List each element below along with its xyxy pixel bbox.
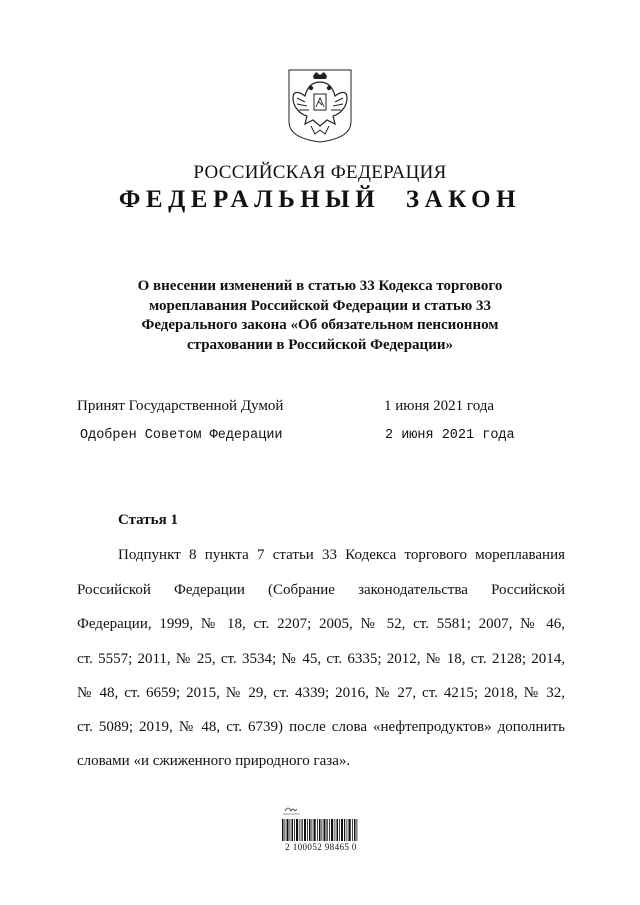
- signature-mark: [285, 808, 297, 811]
- article-text-line: Российской Федерации (Собрание законодательства Российской: [77, 582, 565, 598]
- article-text-line: Подпункт 8 пункта 7 статьи 33 Кодекса торгового мореплавания: [118, 547, 565, 563]
- article-text-line: ст. 5557; 2011, № 25, ст. 3534; № 45, ст. 6335; 2012, № 18, ст. 2128; 2014,: [77, 651, 565, 667]
- council-approval-label: Одобрен Советом Федерации: [80, 428, 283, 443]
- article-text-line: № 48, ст. 6659; 2015, № 29, ст. 4339; 2016, № 27, ст. 4215; 2018, № 32,: [77, 685, 565, 701]
- barcode: [280, 803, 360, 863]
- barcode-bars: [282, 819, 357, 841]
- law-title: [90, 277, 550, 355]
- document-type: ФЕДЕРАЛЬНЫЙ ЗАКОН: [118, 186, 522, 213]
- law-title-line: мореплавания Российской Федерации и статью 33: [148, 297, 492, 314]
- duma-adoption-date: 1 июня 2021 года: [384, 398, 495, 414]
- law-title-line: страховании в Российской Федерации»: [187, 336, 453, 353]
- law-title-line: О внесении изменений в статью 33 Кодекса торгового: [137, 278, 503, 294]
- article-heading: Статья 1: [118, 512, 178, 528]
- country-name: РОССИЙСКАЯ ФЕДЕРАЦИЯ: [193, 162, 447, 183]
- duma-adoption-label: Принят Государственной Думой: [77, 398, 284, 414]
- article-text-line: Федерации, 1999, № 18, ст. 2207; 2005, № 52, ст. 5581; 2007, № 46,: [77, 616, 565, 632]
- article-text-line: словами «и сжиженного природного газа».: [77, 753, 351, 769]
- coat-of-arms-emblem: [287, 68, 353, 144]
- council-approval-date: 2 июня 2021 года: [385, 428, 515, 443]
- barcode-number: 2 100052 98465 0: [285, 842, 357, 852]
- article-text-line: ст. 5089; 2019, № 48, ст. 6739) после слова «нефтепродуктов» дополнить: [77, 719, 565, 735]
- law-title-line: Федерального закона «Об обязательном пенсионном: [141, 317, 499, 333]
